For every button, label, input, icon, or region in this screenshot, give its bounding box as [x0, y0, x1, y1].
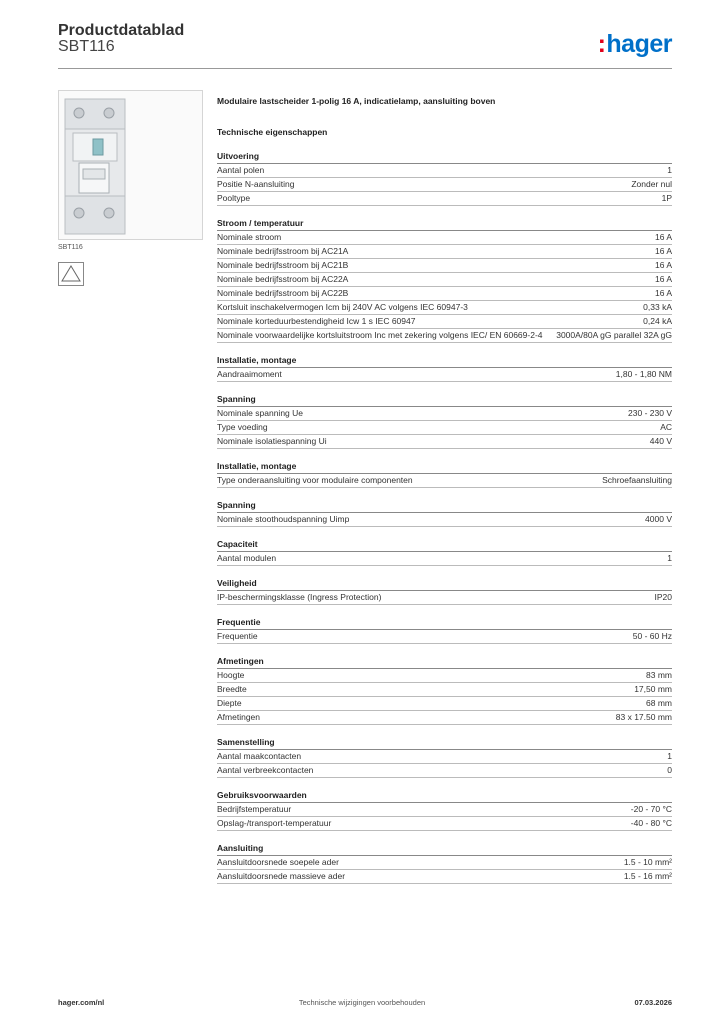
spec-row [217, 315, 672, 329]
spec-row [217, 407, 672, 421]
spec-row [217, 552, 672, 566]
spec-value: 1P [661, 193, 672, 203]
tech-heading: Technische eigenschappen [217, 127, 328, 137]
spec-label: Bedrijfstemperatuur [217, 804, 292, 814]
logo-colon: : [597, 30, 606, 58]
spec-sections [217, 150, 672, 884]
spec-value: 3000A/80A gG parallel 32A gG [556, 330, 672, 340]
spec-value: Zonder nul [631, 179, 672, 189]
spec-label: Opslag-/transport-temperatuur [217, 818, 332, 828]
spec-label: Breedte [217, 684, 247, 694]
spec-value: 1.5 - 16 mm² [623, 871, 672, 881]
spec-section [217, 736, 672, 778]
spec-value: Schroefaansluiting [602, 475, 672, 485]
spec-value: AC [660, 422, 672, 432]
section-title: Installatie, montage [217, 460, 672, 474]
section-title: Gebruiksvoorwaarden [217, 789, 672, 803]
spec-label: Nominale stoothoudspanning Uimp [217, 514, 350, 524]
spec-label: Nominale korteduurbestendigheid Icw 1 s IEC 60947 [217, 316, 416, 326]
spec-value: 1 [667, 165, 672, 175]
spec-row [217, 856, 672, 870]
section-title: Afmetingen [217, 655, 672, 669]
certification-icon [58, 262, 84, 286]
spec-value: 16 A [654, 246, 672, 256]
spec-row [217, 245, 672, 259]
spec-row [217, 259, 672, 273]
spec-label: IP-beschermingsklasse (Ingress Protection) [217, 592, 382, 602]
spec-value: 1 [667, 553, 672, 563]
spec-row [217, 421, 672, 435]
spec-section [217, 393, 672, 449]
logo-text: hager [606, 30, 672, 58]
spec-row [217, 697, 672, 711]
spec-value: -40 - 80 °C [630, 818, 672, 828]
spec-label: Type voeding [217, 422, 268, 432]
spec-section [217, 655, 672, 725]
spec-label: Hoogte [217, 670, 245, 680]
section-title: Frequentie [217, 616, 672, 630]
spec-label: Nominale bedrijfsstroom bij AC22B [217, 288, 349, 298]
spec-value: 1 [667, 751, 672, 761]
spec-label: Nominale stroom [217, 232, 282, 242]
spec-label: Aantal maakcontacten [217, 751, 302, 761]
footer-disclaimer: Technische wijzigingen voorbehouden [298, 998, 426, 1007]
section-title: Uitvoering [217, 150, 672, 164]
spec-section [217, 616, 672, 644]
spec-value: -20 - 70 °C [630, 804, 672, 814]
header-title: Productdatablad [58, 22, 185, 39]
spec-label: Aantal verbreekcontacten [217, 765, 314, 775]
spec-label: Kortsluit inschakelvermogen Icm bij 240V AC volgens IEC 60947-3 [217, 302, 468, 312]
spec-value: IP20 [654, 592, 672, 602]
spec-label: Aantal polen [217, 165, 265, 175]
spec-row [217, 711, 672, 725]
spec-value: 16 A [654, 288, 672, 298]
spec-value: 0 [667, 765, 672, 775]
spec-value: 68 mm [646, 698, 672, 708]
hager-logo[interactable] [598, 30, 672, 59]
spec-label: Afmetingen [217, 712, 260, 722]
spec-row [217, 817, 672, 831]
spec-row [217, 435, 672, 449]
spec-row [217, 164, 672, 178]
spec-label: Nominale voorwaardelijke kortsluitstroom Inc met zekering volgens IEC/ EN 60669-2-4 [217, 330, 543, 340]
spec-label: Aansluitdoorsnede massieve ader [217, 871, 346, 881]
spec-section [217, 217, 672, 343]
spec-row [217, 192, 672, 206]
spec-value: 16 A [654, 260, 672, 270]
spec-value: 50 - 60 Hz [632, 631, 672, 641]
spec-label: Positie N-aansluiting [217, 179, 295, 189]
spec-value: 440 V [649, 436, 672, 446]
spec-section [217, 150, 672, 206]
section-title: Spanning [217, 499, 672, 513]
spec-section [217, 354, 672, 382]
spec-label: Nominale bedrijfsstroom bij AC22A [217, 274, 349, 284]
spec-label: Aantal modulen [217, 553, 277, 563]
header-divider [58, 68, 672, 69]
spec-row [217, 474, 672, 488]
spec-section [217, 538, 672, 566]
spec-label: Aansluitdoorsnede soepele ader [217, 857, 339, 867]
spec-content [217, 96, 672, 895]
spec-label: Nominale bedrijfsstroom bij AC21A [217, 246, 349, 256]
spec-row [217, 870, 672, 884]
section-title: Capaciteit [217, 538, 672, 552]
section-title: Samenstelling [217, 736, 672, 750]
spec-row [217, 368, 672, 382]
spec-label: Diepte [217, 698, 242, 708]
spec-label: Nominale bedrijfsstroom bij AC21B [217, 260, 349, 270]
image-caption: SBT116 [58, 244, 83, 251]
section-title: Installatie, montage [217, 354, 672, 368]
spec-row [217, 178, 672, 192]
spec-label: Aandraaimoment [217, 369, 282, 379]
spec-section [217, 789, 672, 831]
footer-website-link[interactable]: hager.com/nl [58, 998, 105, 1007]
spec-value: 17,50 mm [634, 684, 672, 694]
spec-row [217, 803, 672, 817]
spec-value: 1,80 - 1,80 NM [615, 369, 672, 379]
section-title: Veiligheid [217, 577, 672, 591]
spec-section [217, 460, 672, 488]
spec-row [217, 287, 672, 301]
footer-date: 07.03.2026 [634, 998, 672, 1007]
spec-row [217, 630, 672, 644]
spec-row [217, 683, 672, 697]
spec-value: 16 A [654, 274, 672, 284]
product-code: SBT116 [58, 38, 115, 55]
product-illustration [59, 91, 202, 239]
spec-label: Nominale isolatiespanning Ui [217, 436, 327, 446]
spec-label: Pooltype [217, 193, 251, 203]
spec-row [217, 591, 672, 605]
spec-section [217, 842, 672, 884]
spec-value: 0,24 kA [643, 316, 672, 326]
spec-value: 83 x 17.50 mm [615, 712, 672, 722]
spec-row [217, 513, 672, 527]
spec-label: Nominale spanning Ue [217, 408, 303, 418]
spec-label: Type onderaansluiting voor modulaire componenten [217, 475, 413, 485]
section-title: Stroom / temperatuur [217, 217, 672, 231]
spec-value: 83 mm [646, 670, 672, 680]
spec-row [217, 231, 672, 245]
spec-row [217, 273, 672, 287]
product-description: Modulaire lastscheider 1-polig 16 A, indicatielamp, aansluiting boven [217, 96, 496, 106]
spec-row [217, 764, 672, 778]
spec-row [217, 329, 672, 343]
spec-value: 16 A [654, 232, 672, 242]
spec-label: Frequentie [217, 631, 258, 641]
spec-row [217, 750, 672, 764]
spec-value: 230 - 230 V [628, 408, 672, 418]
spec-value: 1.5 - 10 mm² [623, 857, 672, 867]
product-image [58, 90, 203, 240]
spec-row [217, 669, 672, 683]
spec-value: 4000 V [645, 514, 672, 524]
spec-section [217, 499, 672, 527]
spec-section [217, 577, 672, 605]
section-title: Aansluiting [217, 842, 672, 856]
section-title: Spanning [217, 393, 672, 407]
spec-value: 0,33 kA [643, 302, 672, 312]
spec-row [217, 301, 672, 315]
